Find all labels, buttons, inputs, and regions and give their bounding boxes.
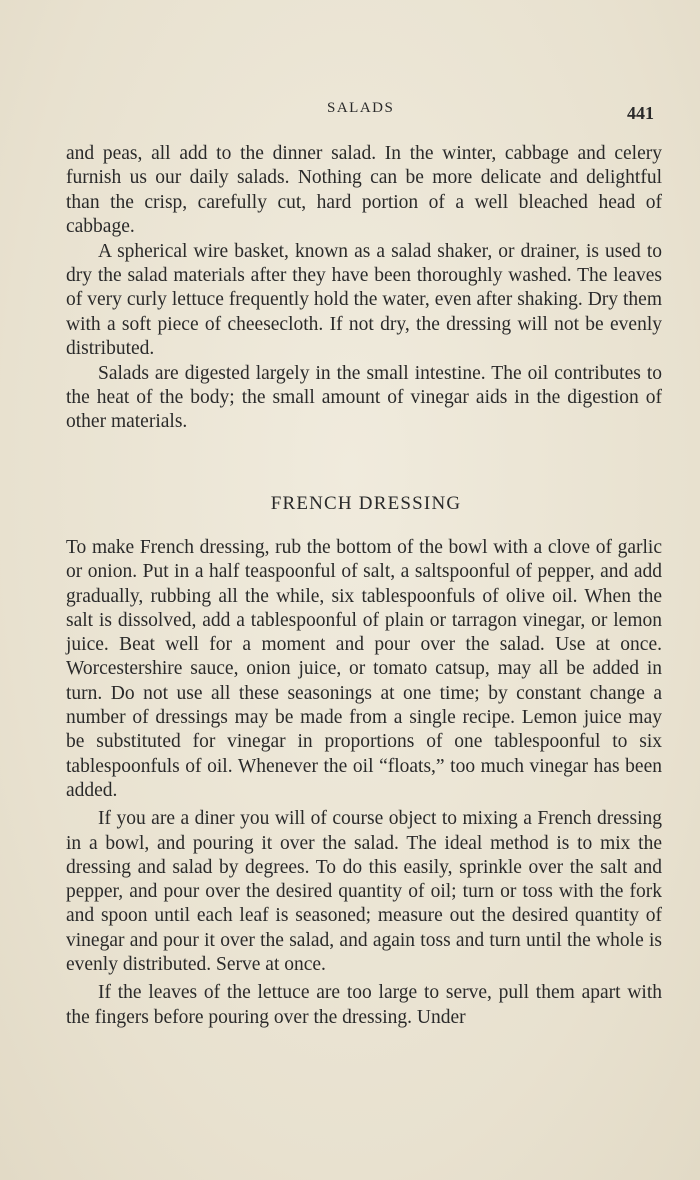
paragraph-french-dressing-recipe: To make French dressing, rub the bottom of the bowl with a clove of garlic or onion. Put in a half teaspoonful of salt, a saltspoonful of pepper, and add gradually, rubbing all the while, six tablespoonfuls of olive oil. When the salt is dissolved, add a tablespoonful of plain or tarragon vinegar, or lemon juice. Beat well for a moment and pour over the salad. Use at once. Worcestershire sauce, onion juice, or tomato catsup, may all be added in turn. Do not use all these seasonings at one time; by constant change a number of dressings may be made from a single recipe. Lemon juice may be substituted for vinegar in proportions of one tablespoonful to six tablespoonfuls of oil. Whenever the oil “floats,” too much vinegar has been added. [66,537,662,801]
text-block-bottom [66,536,662,1030]
running-title: SALADS [327,100,395,116]
paragraph-digestion: Salads are digested largely in the small intestine. The oil contributes to the heat of the body; the small amount of vinegar aids in the digestion of other materials. [66,362,662,433]
paragraph-continued: and peas, all add to the dinner salad. In the winter, cabbage and celery furnish us our daily salads. Nothing can be more delicate and delightful than the crisp, carefully cut, hard portion of a well bleached head of cabbage. [66,143,662,238]
section-heading: FRENCH DRESSING [270,493,462,514]
paragraph-salad-shaker: A spherical wire basket, known as a salad shaker, or drainer, is used to dry the salad materials after they have been thoroughly washed. The leaves of very curly lettuce frequently hold the water, even after shaking. Dry them with a soft piece of cheesecloth. If not dry, the dressing will not be evenly distributed. [66,240,662,360]
paragraph-diner-method: If you are a diner you will of course object to mixing a French dressing in a bowl, and pouring it over the salad. The ideal method is to mix the dressing and salad by degrees. To do this easily, sprinkle over the salt and pepper, and pour over the desired quantity of oil; turn or toss with the fork and spoon until each leaf is seasoned; measure out the desired quantity of vinegar and pour it over the salad, and again toss and turn until the whole is evenly distributed. Serve at once. [66,808,662,976]
text-block-top [66,142,662,435]
paragraph-lettuce-leaves: If the leaves of the lettuce are too large to serve, pull them apart with the fingers before pouring over the dressing. Under [66,982,662,1028]
page-number: 441 [627,103,654,123]
running-head [0,100,700,124]
